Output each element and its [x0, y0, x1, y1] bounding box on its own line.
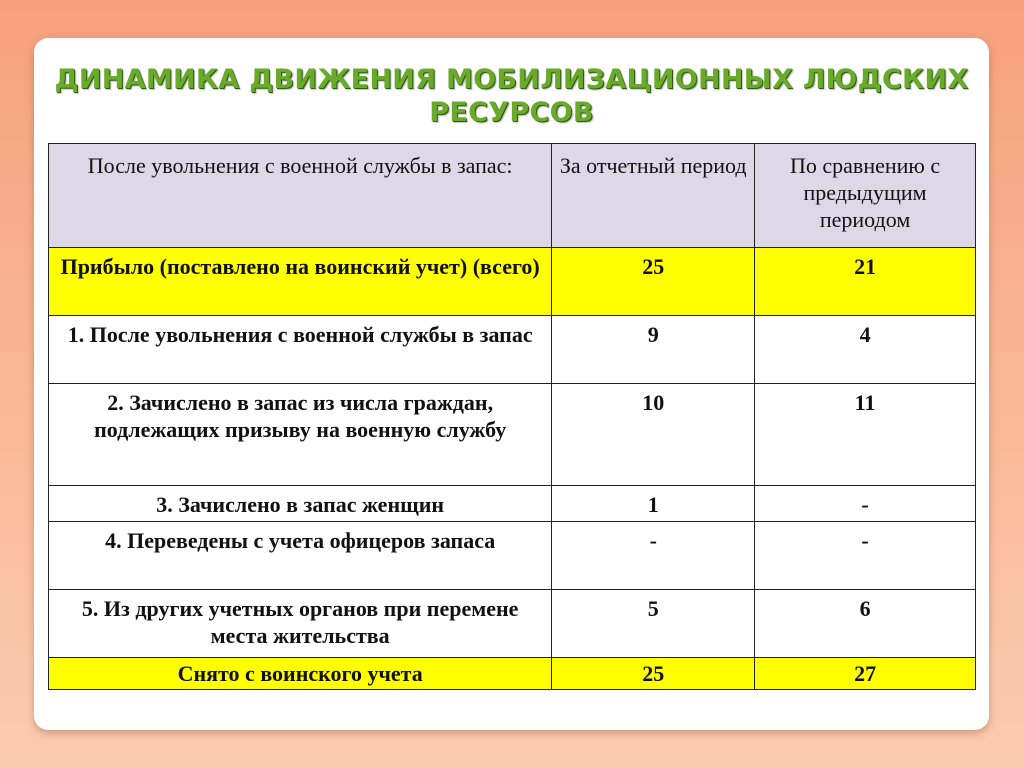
table-row [49, 384, 976, 486]
row-label: Снято с воинского учета [49, 658, 552, 690]
row-label: 5. Из других учетных органов при перемене места жительства [49, 590, 552, 658]
title-line-1: ДИНАМИКА ДВИЖЕНИЯ МОБИЛИЗАЦИОННЫХ ЛЮДСКИХ [54, 64, 969, 95]
row-label: 1. После увольнения с военной службы в запас [49, 316, 552, 384]
table-row-removed-total [49, 658, 976, 690]
row-label: 4. Переведены с учета офицеров запаса [49, 522, 552, 590]
row-label: 2. Зачислено в запас из числа граждан, подлежащих призыву на военную службу [49, 384, 552, 486]
table-row [49, 316, 976, 384]
row-previous-value: - [755, 486, 976, 522]
row-current-value: 5 [552, 590, 755, 658]
table-row-arrived-total [49, 248, 976, 316]
row-previous-value: 6 [755, 590, 976, 658]
header-previous-period: По сравнению с предыдущим периодом [755, 144, 976, 248]
slide-title [34, 63, 989, 129]
header-category: После увольнения с военной службы в запас: [49, 144, 552, 248]
title-line-2: РЕСУРСОВ [429, 97, 594, 128]
table-row [49, 590, 976, 658]
table-header-row [49, 144, 976, 248]
row-current-value: 9 [552, 316, 755, 384]
header-current-period: За отчетный период [552, 144, 755, 248]
row-current-value: 25 [552, 248, 755, 316]
table-row [49, 522, 976, 590]
row-label: 3. Зачислено в запас женщин [49, 486, 552, 522]
row-previous-value: - [755, 522, 976, 590]
row-previous-value: 21 [755, 248, 976, 316]
row-previous-value: 11 [755, 384, 976, 486]
resources-table [48, 143, 976, 690]
row-current-value: - [552, 522, 755, 590]
row-current-value: 10 [552, 384, 755, 486]
row-label: Прибыло (поставлено на воинский учет) (всего) [49, 248, 552, 316]
row-current-value: 1 [552, 486, 755, 522]
row-previous-value: 27 [755, 658, 976, 690]
slide-card [34, 38, 989, 730]
row-previous-value: 4 [755, 316, 976, 384]
row-current-value: 25 [552, 658, 755, 690]
table-row [49, 486, 976, 522]
